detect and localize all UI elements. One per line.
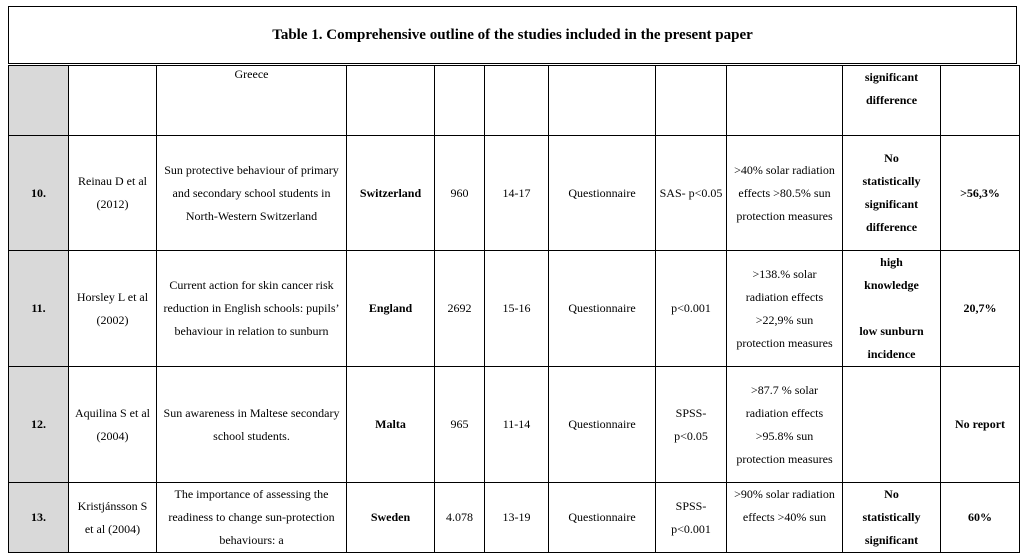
study-title-cell: The importance of assessing the readiness to change sun-protection behaviours: a: [157, 483, 347, 553]
statistics-cell: [656, 66, 727, 136]
author-cell: Aquilina S et al (2004): [69, 367, 157, 483]
method-cell: [549, 66, 656, 136]
percent-cell: [941, 66, 1020, 136]
difference-cell: [843, 367, 941, 483]
results-cell: >40% solar radiation effects >80.5% sun protection measures: [727, 136, 843, 251]
statistics-cell: p<0.001: [656, 251, 727, 367]
study-title-cell: Greece: [157, 66, 347, 136]
percent-cell: 60%: [941, 483, 1020, 553]
table-row: [9, 483, 1020, 553]
results-cell: >87.7 % solar radiation effects >95.8% sun protection measures: [727, 367, 843, 483]
table-row: [9, 66, 1020, 136]
author-cell: Reinau D et al (2012): [69, 136, 157, 251]
study-title-cell: Sun protective behaviour of primary and secondary school students in North-Western Switzerland: [157, 136, 347, 251]
row-number: 12.: [9, 367, 69, 483]
row-number: [9, 66, 69, 136]
difference-line: significant: [864, 197, 919, 211]
table-row: [9, 251, 1020, 367]
table-caption-box: [8, 6, 1017, 64]
difference-line: statistically: [862, 510, 921, 524]
sample-size-cell: 2692: [435, 251, 485, 367]
row-number: 13.: [9, 483, 69, 553]
difference-cell: [843, 136, 941, 251]
table-row: [9, 367, 1020, 483]
age-range-cell: 13-19: [485, 483, 549, 553]
method-cell: Questionnaire: [549, 483, 656, 553]
country-cell: [347, 66, 435, 136]
row-number: 10.: [9, 136, 69, 251]
statistics-cell: SPSS- p<0.05: [656, 367, 727, 483]
difference-line: [846, 297, 937, 320]
age-range-cell: [485, 66, 549, 136]
difference-line: difference: [865, 93, 918, 107]
statistics-cell: SAS- p<0.05: [656, 136, 727, 251]
country-cell: England: [347, 251, 435, 367]
difference-line: statistically: [862, 174, 921, 188]
sample-size-cell: 965: [435, 367, 485, 483]
study-title-cell: Current action for skin cancer risk reduction in English schools: pupils’ behaviour in relation to sunburn: [157, 251, 347, 367]
sample-size-cell: [435, 66, 485, 136]
method-cell: Questionnaire: [549, 251, 656, 367]
difference-line: knowledge: [864, 278, 919, 292]
difference-line: high: [880, 255, 903, 269]
difference-line: significant: [864, 533, 919, 547]
difference-cell: [843, 251, 941, 367]
difference-line: No: [884, 151, 899, 165]
difference-line: low sunburn: [859, 324, 924, 338]
sample-size-cell: 4.078: [435, 483, 485, 553]
difference-line: significant: [864, 70, 919, 84]
difference-cell: [843, 66, 941, 136]
results-cell: >90% solar radiation effects >40% sun: [727, 483, 843, 553]
studies-table: [8, 65, 1020, 553]
age-range-cell: 15-16: [485, 251, 549, 367]
sample-size-cell: 960: [435, 136, 485, 251]
table-row: [9, 136, 1020, 251]
statistics-cell: SPSS- p<0.001: [656, 483, 727, 553]
difference-line: No: [884, 487, 899, 501]
results-cell: >138.% solar radiation effects >22,9% sun protection measures: [727, 251, 843, 367]
difference-cell: [843, 483, 941, 553]
percent-cell: 20,7%: [941, 251, 1020, 367]
difference-line: incidence: [867, 347, 916, 361]
method-cell: Questionnaire: [549, 136, 656, 251]
method-cell: Questionnaire: [549, 367, 656, 483]
difference-line: difference: [865, 220, 918, 234]
percent-cell: >56,3%: [941, 136, 1020, 251]
age-range-cell: 14-17: [485, 136, 549, 251]
country-cell: Switzerland: [347, 136, 435, 251]
age-range-cell: 11-14: [485, 367, 549, 483]
study-title-cell: Sun awareness in Maltese secondary school students.: [157, 367, 347, 483]
table-caption: Table 1. Comprehensive outline of the studies included in the present paper: [272, 26, 753, 43]
author-cell: [69, 66, 157, 136]
row-number: 11.: [9, 251, 69, 367]
country-cell: Malta: [347, 367, 435, 483]
percent-cell: No report: [941, 367, 1020, 483]
author-cell: Horsley L et al (2002): [69, 251, 157, 367]
country-cell: Sweden: [347, 483, 435, 553]
author-cell: Kristjánsson S et al (2004): [69, 483, 157, 553]
results-cell: [727, 66, 843, 136]
